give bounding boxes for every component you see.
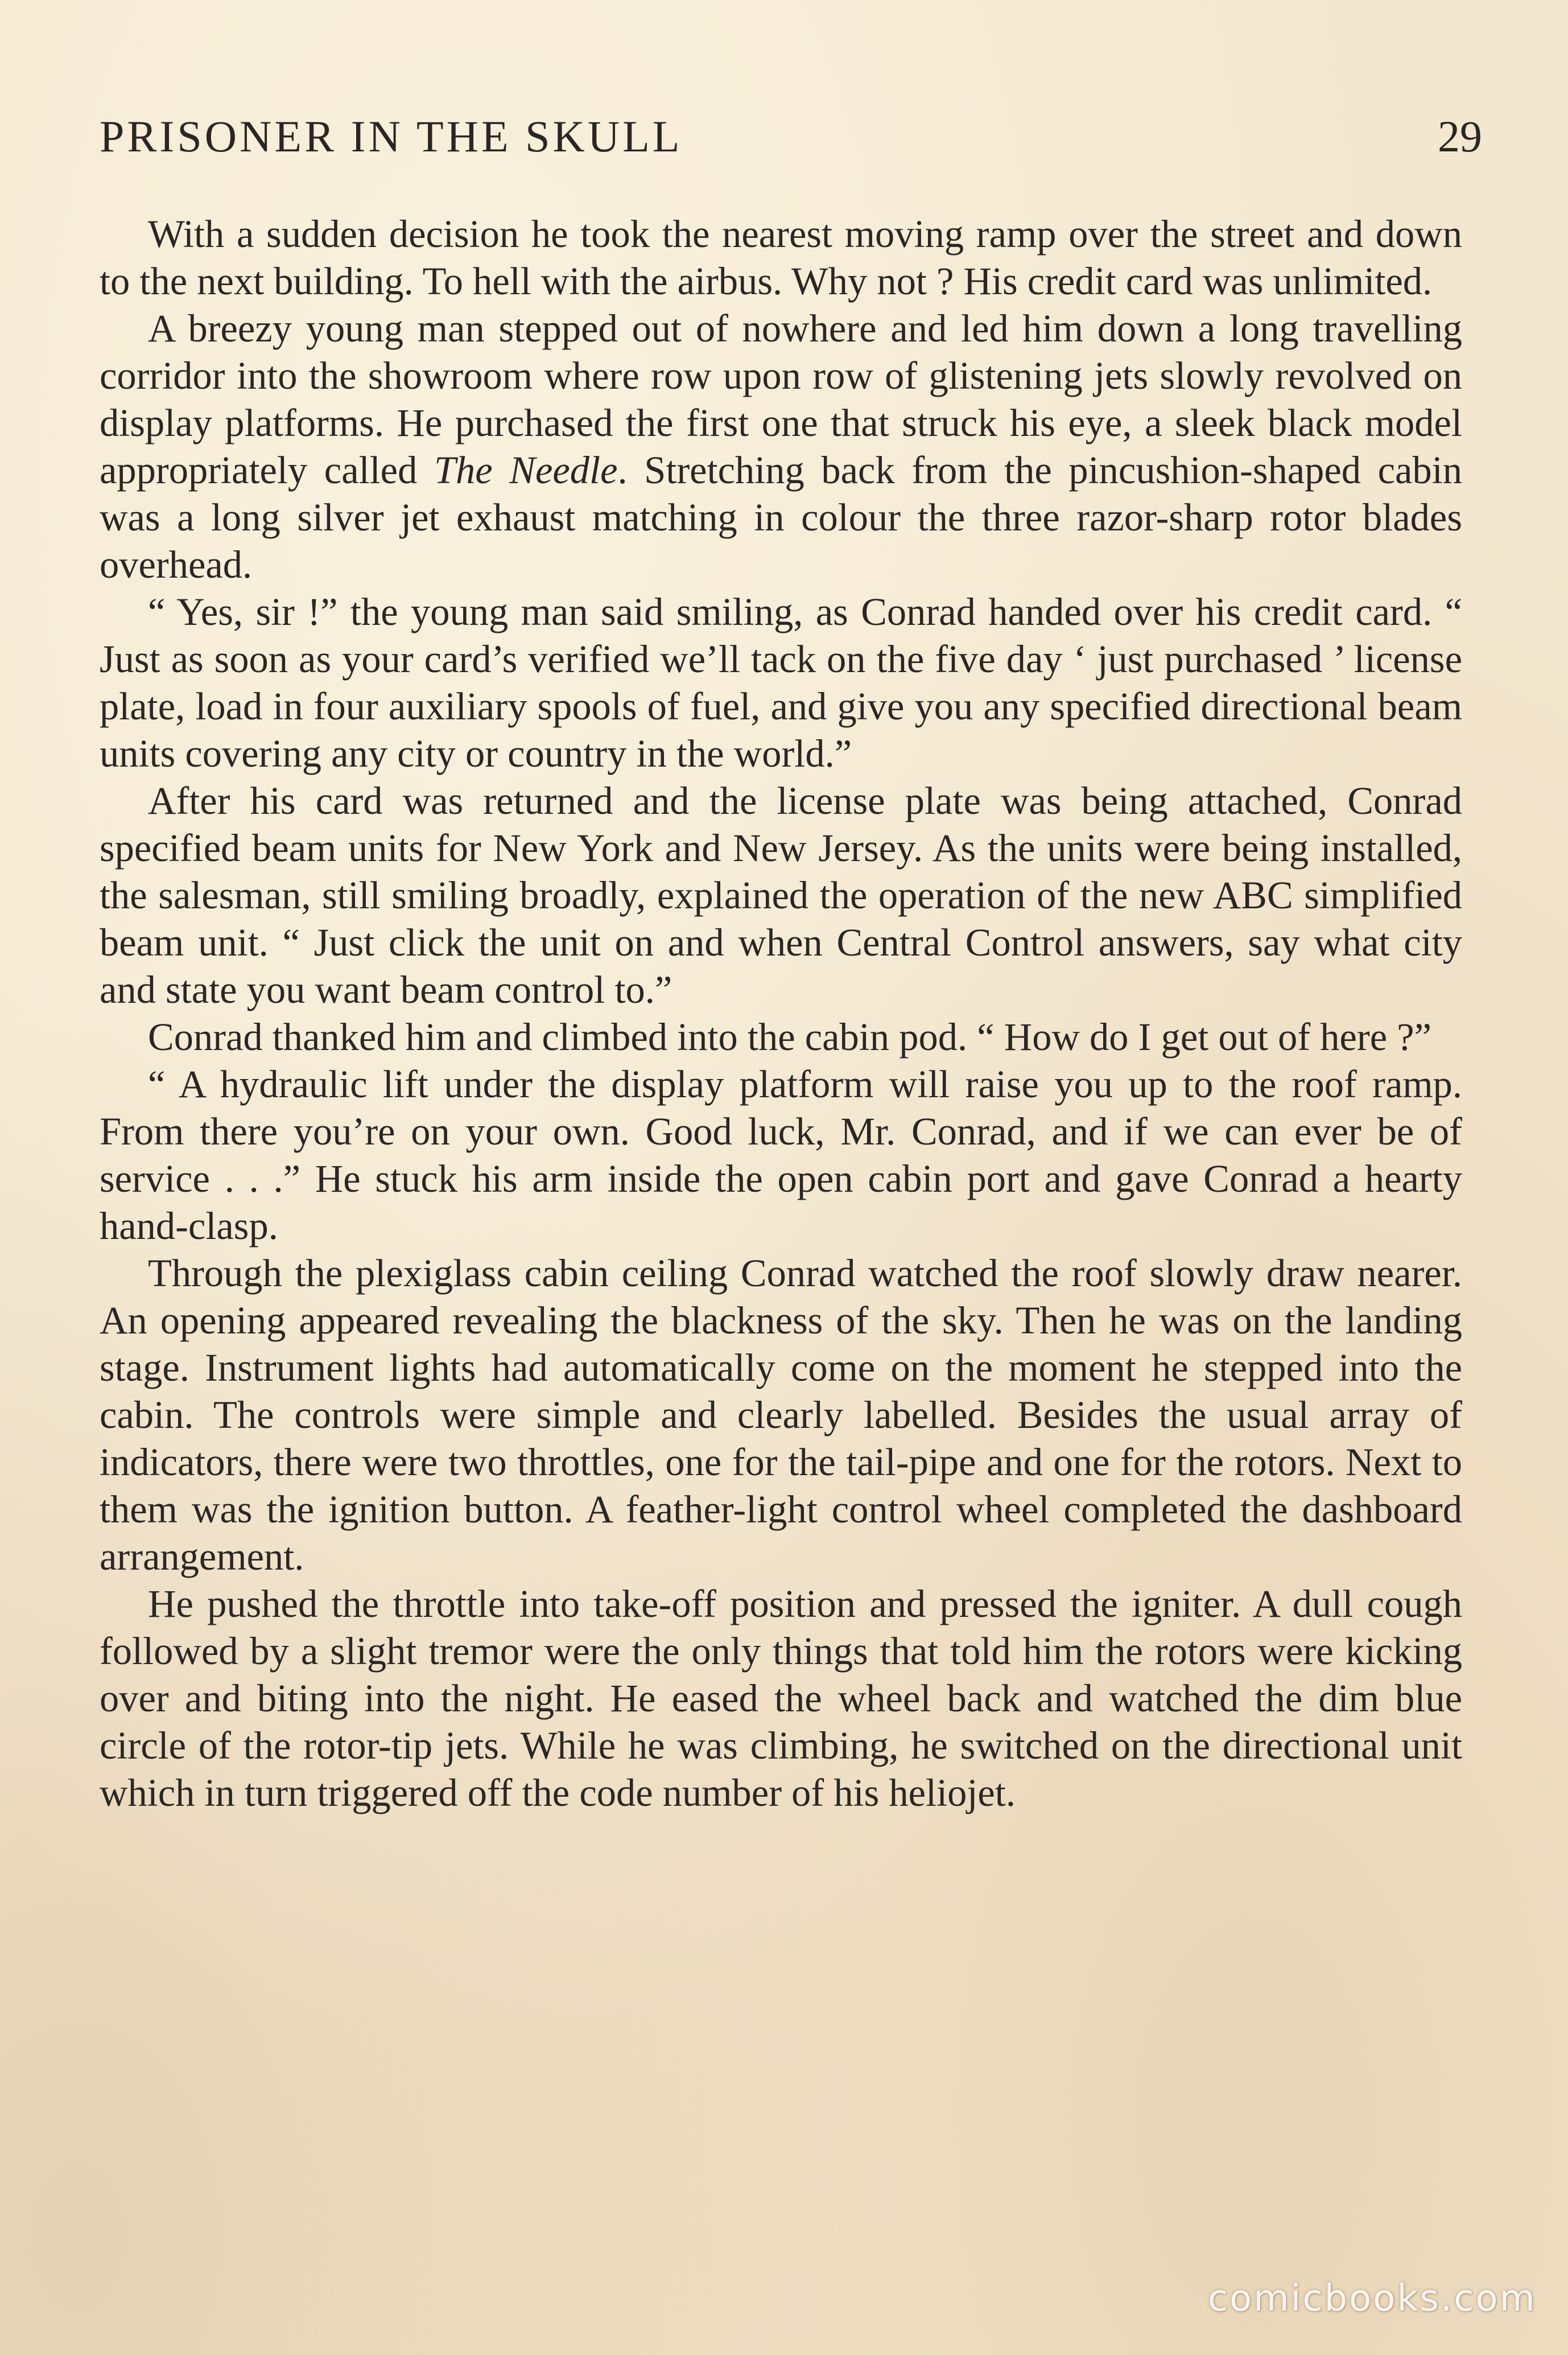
running-title: PRISONER IN THE SKULL (100, 112, 683, 161)
paragraph-5: Conrad thanked him and climbed into the cabin pod. “ How do I get out of here ?” (148, 1015, 1432, 1059)
watermark: comicbooks.com (1207, 2278, 1537, 2320)
paragraph-2-text-before: A breezy young man stepped out of nowhere and led him down a long travelling corridor into the showroom where row upon row of glistening jets slowly revolved on display platforms. He purchased the first one that struck his eye, a sleek black model appropriately called (100, 307, 1462, 492)
body-text (100, 211, 1462, 1817)
paragraph-1: With a sudden decision he took the nearest moving ramp over the street and down to the next building. To hell with the airbus. Why not ? His credit card was unlimited. (100, 212, 1462, 303)
paragraph-6: “ A hydraulic lift under the display platform will raise you up to the roof ramp. From there you’re on your own. Good luck, Mr. Conrad, and if we can ever be of service . . .” He stuck his arm inside the open cabin port and gave Conrad a hearty hand-clasp. (100, 1063, 1462, 1248)
paragraph-2-text-after: . Stretching back from the pincushion-shaped cabin was a long silver jet exhaust matching in colour the three razor-sharp rotor blades overhead. (100, 448, 1462, 586)
running-header (100, 111, 1482, 162)
paragraph-2 (100, 305, 1462, 588)
paragraph-8: He pushed the throttle into take-off position and pressed the igniter. A dull cough followed by a slight tremor were the only things that told him the rotors were kicking over and biting into the night. He eased the wheel back and watched the dim blue circle of the rotor-tip jets. While he was climbing, he switched on the directional unit which in turn triggered off the code number of his heliojet. (100, 1582, 1462, 1814)
paragraph-7: Through the plexiglass cabin ceiling Conrad watched the roof slowly draw nearer. An opening appeared revealing the blackness of the sky. Then he was on the landing stage. Instrument lights had automatically come on the moment he stepped into the cabin. The controls were simple and clearly labelled. Besides the usual array of indicators, there were two throttles, one for the tail-pipe and one for the rotors. Next to them was the ignition button. A feather-light control wheel completed the dashboard arrangement. (100, 1251, 1462, 1578)
paragraph-3: “ Yes, sir !” the young man said smiling, as Conrad handed over his credit card. “ Just as soon as your card’s verified we’ll tack on the five day ‘ just purchased ’ license plate, load in four auxiliary spools of fuel, and give you any specified directional beam units covering any city or country in the world.” (100, 590, 1462, 775)
paragraph-4: After his card was returned and the license plate was being attached, Conrad specified beam units for New York and New Jersey. As the units were being installed, the salesman, still smiling broadly, explained the operation of the new ABC simplified beam unit. “ Just click the unit on and when Central Control answers, say what city and state you want beam control to.” (100, 779, 1462, 1011)
jet-model-name: The Needle (434, 448, 618, 492)
page-number: 29 (1438, 112, 1482, 161)
